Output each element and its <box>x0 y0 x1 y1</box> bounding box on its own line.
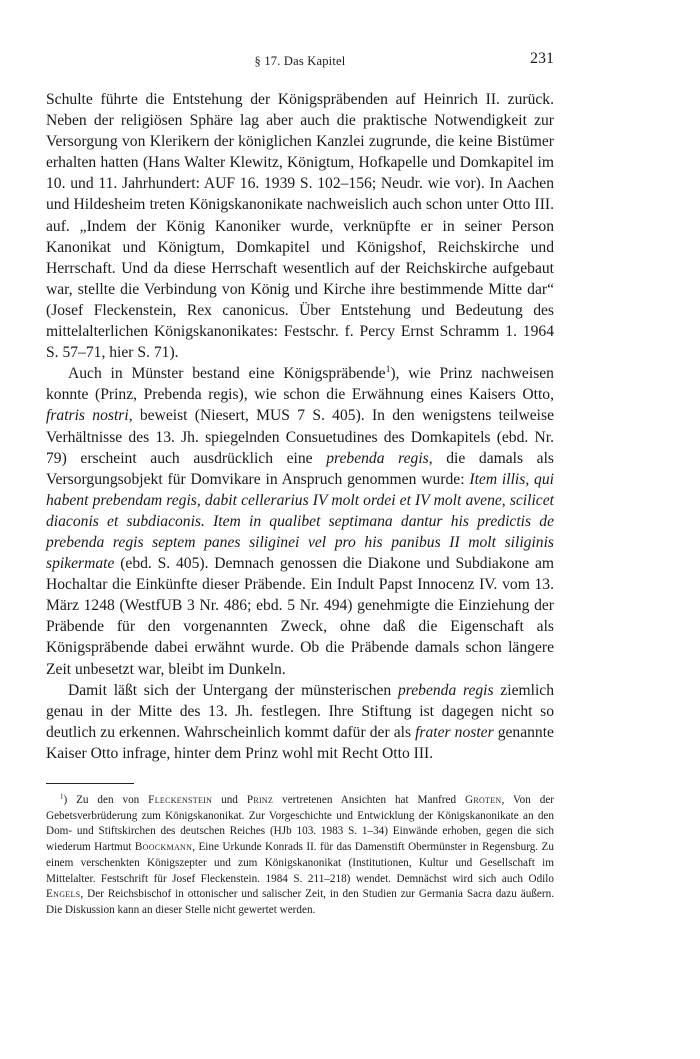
footnote-text-5: , Eine Urkunde Konrads II. für das Damenstift Obermünster in Regensburg. Zu einem verschenkten Königszepter und zum Königskanonikat (Institutionen, Kultur und Gesellschaft im Mittelalter. Festschrift für Josef Fleckenstein. 1984 S. 211–218) wendet. Demnächst wird sich auch Odilo <box>46 841 554 885</box>
author-groten: Groten <box>464 794 502 806</box>
footnote <box>46 793 554 919</box>
running-head: § 17. Das Kapitel <box>254 54 346 68</box>
footnote-divider <box>46 783 134 784</box>
footnote-text-6: , Der Reichsbischof in ottonischer und salischer Zeit, in den Studien zur Germania Sacra dazu äußern. Die Diskussion kann an dieser Stelle nicht gewertet werden. <box>46 888 554 916</box>
para3-text-2: ziemlich genau in der Mitte des 13. Jh. festlegen. Ihre Stiftung ist dagegen nicht so deutlich zu erkennen. Wahrscheinlich kommt dafür der als <box>46 681 554 741</box>
para2-text-5: (ebd. S. 405). Demnach genossen die Diakone und Subdiakone am Hochaltar die Einkünfte dieser Präbende. Ein Indult Papst Innocenz IV. vom 13. März 1248 (WestfUB 3 Nr. 486; ebd. 5 Nr. 494) genehmigte die Einziehung der Präbende für den vorgenannten Zweck, ohne daß die Eigenschaft als Königspräbende dabei erwähnt wurde. Ob die Präbende damals schon längere Zeit unbesetzt war, bleibt im Dunkeln. <box>46 555 554 678</box>
footnote-text-1: ) Zu den von <box>63 794 149 806</box>
para2-text-3: , beweist (Niesert, MUS 7 S. 405). In den wenigstens teilweise Verhältnisse des 13. Jh. spiegelnden Consuetudines des Domkapitels (ebd. Nr. 79) erscheint auch ausdrücklich eine <box>46 407 555 467</box>
latin-prebenda-regis: prebenda regis <box>326 449 429 467</box>
footnote-reference: 1 <box>385 364 391 376</box>
footnote-marker: 1 <box>60 792 64 801</box>
footnote-text-4: , Von der Gebetsverbrüderung zum Königskanonikat. Zur Vorgeschichte und Entwicklung der Königskanonikate an den Dom- und Stiftskirchen des deutschen Reiches (HJb 103. 1983 S. 1–34) Einwände erhoben, gegen die sich wiederum Hartmut <box>46 794 555 854</box>
footnote-text-3: vertretenen Ansichten hat Manfred <box>273 794 465 806</box>
para2-text-1: Auch in Münster bestand eine Königspräbende <box>68 365 386 383</box>
author-fleckenstein: Fleckenstein <box>148 794 213 806</box>
author-prinz: Prinz <box>246 794 274 806</box>
paragraph-2 <box>46 363 554 679</box>
latin-prebenda-regis-2: prebenda regis <box>397 681 494 699</box>
paragraph-3 <box>46 680 554 764</box>
latin-frater-noster: frater noster <box>415 723 494 741</box>
footnote-text-2: und <box>212 794 247 806</box>
para3-text-1: Damit läßt sich der Untergang der münsterischen <box>68 681 398 699</box>
latin-fratris-nostri: fratris nostri <box>46 407 129 425</box>
para2-text-4: , die damals als Versorgungsobjekt für Domvikare in Anspruch genommen wurde: <box>46 449 554 488</box>
page-number: 231 <box>530 50 554 67</box>
para2-text-2: ), wie Prinz nachweisen konnte (Prinz, Prebenda regis), wie schon die Erwähnung eines Kaisers Otto, <box>46 365 554 404</box>
paragraph-1: Schulte führte die Entstehung der Königspräbenden auf Heinrich II. zurück. Neben der religiösen Sphäre lag aber auch die praktische Notwendigkeit zur Versorgung von Klerikern der königlichen Kanzlei zugrunde, die keine Bistümer erhalten hatten (Hans Walter Klewitz, Königtum, Hofkapelle und Domkapitel im 10. und 11. Jahrhundert: AUF 16. 1939 S. 102–156; Neudr. wie vor). In Aachen und Hildesheim treten Königskanonikate nachweislich auch schon unter Otto III. auf. „Indem der König Kanoniker wurde, verknüpfte er in seiner Person Kanonikat und Königtum, Domkapitel und Königshof, Reichskirche und Herrschaft. Und da diese Herrschaft wesentlich auf der Reichskirche aufgebaut war, stellte die Verbindung von König und Kirche ihre bestimmende Mitte dar“ (Josef Fleckenstein, Rex canonicus. Über Entstehung und Bedeutung des mittelalterlichen Königskanonikates: Festschr. f. Percy Ernst Schramm 1. 1964 S. 57–71, hier S. 71). <box>46 91 554 362</box>
latin-quotation: Item illis, qui habent prebendam regis, dabit cellerarius IV molt ordei et IV molt avene, scilicet diaconis et subdiaconis. Item in qualibet septimana dantur his predictis de prebenda regis septem panes siliginei vel pro his panibus II molt siliginis spikermate <box>46 470 554 573</box>
para3-text-3: genannte Kaiser Otto infrage, hinter dem Prinz wohl mit Recht Otto III. <box>46 723 554 762</box>
author-boockmann: Boockmann <box>134 841 193 854</box>
author-engels: Engels <box>46 888 81 901</box>
main-text <box>46 89 554 764</box>
